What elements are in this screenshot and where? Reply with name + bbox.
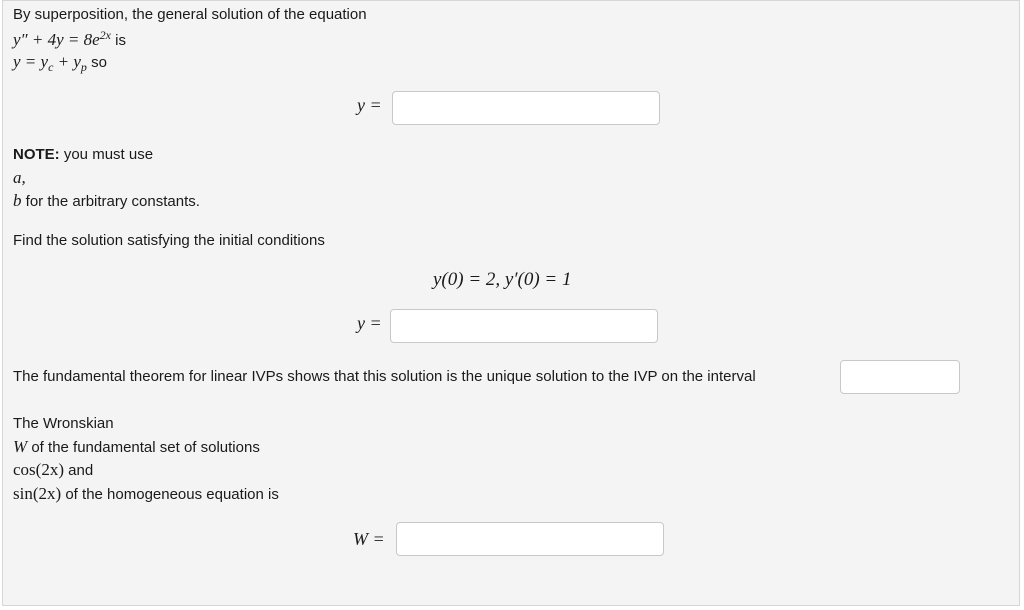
general-form-plus: + y [53,52,81,71]
sin-function: sin(2x) [13,484,62,503]
ode-suffix: is [115,32,127,49]
var-b-line [13,191,200,211]
ode-lhs: y″ + 4y = 8e [13,30,100,49]
so-text: so [91,54,107,71]
general-solution-input[interactable] [392,91,660,125]
wronskian-line4 [13,484,279,504]
initial-conditions [433,269,571,291]
ivp-prompt: Find the solution satisfying the initial conditions [13,232,325,249]
wronskian-line4-rest: of the homogeneous equation is [65,486,279,503]
wronskian-intro: The Wronskian [13,415,114,432]
cos-function: cos(2x) [13,460,64,479]
ode-equation [13,28,126,50]
sub-p: p [80,60,87,74]
wronskian-line2 [13,437,260,457]
var-w: W [13,437,28,456]
note-line [13,146,153,163]
theorem-text: The fundamental theorem for linear IVPs shows that this solution is the unique solution to the IVP on the interval [13,368,756,385]
answer1-label-text: y = [357,95,382,115]
var-b: b [13,191,22,210]
note-after-b: for the arbitrary constants. [25,193,200,210]
answer1-label [357,95,382,116]
answer2-label [357,313,382,334]
var-a: a, [13,168,26,187]
ivp-solution-input[interactable] [390,309,658,343]
sub-c: c [48,60,54,74]
wronskian-input[interactable] [396,522,664,556]
wronskian-line3 [13,460,93,480]
answer3-label-text: W = [353,529,385,549]
general-form-lhs: y = y [13,52,49,71]
question-panel [2,0,1020,606]
and-text: and [68,462,94,479]
general-form [13,52,107,75]
wronskian-line2-rest: of the fundamental set of solutions [31,439,260,456]
interval-input[interactable] [840,360,960,394]
answer2-label-text: y = [357,313,382,333]
ode-exponent: 2x [99,28,111,42]
intro-text: By superposition, the general solution of the equation [13,6,367,23]
note-bold: NOTE: [13,146,60,163]
answer3-label [353,529,385,550]
note-rest: you must use [63,146,154,163]
initial-conditions-text: y(0) = 2, y′(0) = 1 [433,269,572,290]
